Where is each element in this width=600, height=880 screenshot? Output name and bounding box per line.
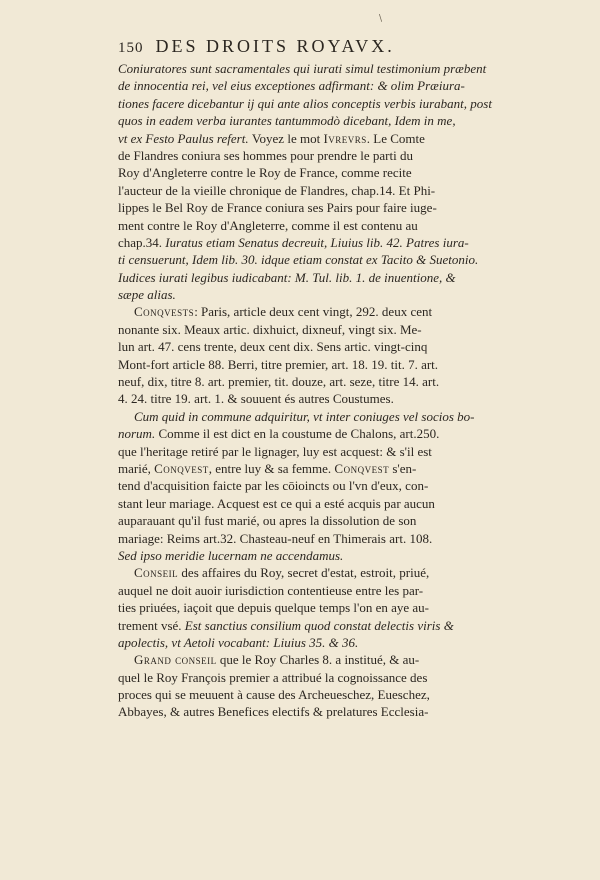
- running-head: DES DROITS ROYAVX.: [155, 36, 395, 56]
- text-run: : Paris, article deux cent vingt, 292. deux cent: [194, 304, 433, 320]
- text-line: mariage: Reims art.32. Chasteau-neuf en Thimerais art. 108.: [118, 530, 433, 546]
- latin-citation: vt ex Festo Paulus refert.: [118, 130, 252, 146]
- text-line: que l'heritage retiré par le lignager, luy est acquest: & s'il est: [118, 443, 432, 459]
- text-run: Comme il est dict en la coustume de Chalons, art.250.: [155, 426, 440, 442]
- text-run: s'en-: [389, 460, 417, 476]
- text-line: ties priuées, iaçoit que depuis quelque temps l'on en aye au-: [118, 600, 429, 616]
- text-run: des affaires du Roy, secret d'estat, estroit, priué,: [178, 565, 430, 581]
- text-line: lippes le Bel Roy de France coniura ses Pairs pour faire iuge-: [118, 200, 437, 216]
- headword: Conqvest: [334, 460, 390, 476]
- text-line: sæpe alias.: [118, 287, 176, 303]
- text-line: stant leur mariage. Acquest est ce qui a esté acquis par aucun: [118, 495, 435, 511]
- text-line: Mont-fort article 88. Berri, titre premier, art. 18. 19. tit. 7. art.: [118, 356, 439, 372]
- text-line: Iudices iurati legibus iudicabant: M. Tul. lib. 1. de inuentione, &: [118, 269, 456, 285]
- text-line: [118, 425, 521, 442]
- text-line: Coniuratores sunt sacramentales qui iurati simul testimonium præbent: [118, 61, 487, 76]
- text-run: trement vsé.: [118, 617, 185, 633]
- text-line: de innocentia rei, vel eius exceptiones adfirmant: & olim Præiura-: [118, 78, 465, 94]
- text-line: ment contre le Roy d'Angleterre, comme il est contenu au: [118, 217, 418, 233]
- text-line: lun art. 47. cens trente, deux cent dix. Sens artic. vingt-cinq: [118, 339, 428, 355]
- text-run: . Le Comte: [366, 130, 425, 146]
- text-line: auparauant qu'il fust marié, ou apres la dissolution de son: [118, 513, 417, 529]
- text-line: proces qui se meuuent à cause des Archeueschez, Eueschez,: [118, 687, 430, 703]
- text-run: chap.34.: [118, 234, 166, 250]
- latin-citation: norum.: [118, 426, 156, 442]
- text-line: auquel ne doit auoir iurisdiction contentieuse entre les par-: [118, 582, 424, 598]
- text-line: [118, 564, 521, 581]
- text-run: que le Roy Charles 8. a institué, & au-: [216, 652, 420, 668]
- headword: Ivrevrs: [323, 130, 367, 146]
- text-line: apolectis, vt Aetoli vocabant: Liuius 35. & 36.: [118, 634, 359, 650]
- text-line: quos in eadem verba iurantes tantummodò dicebant, Idem in me,: [118, 113, 456, 129]
- text-line: [118, 651, 521, 668]
- headword: Conseil: [134, 565, 179, 581]
- latin-citation: Est sanctius consilium quod constat delectis viris &: [184, 617, 454, 633]
- text-line: Sed ipso meridie lucernam ne accendamus.: [118, 547, 344, 563]
- text-line: l'aucteur de la vieille chronique de Flandres, chap.14. Et Phi-: [118, 182, 436, 198]
- text-line: quel le Roy François premier a attribué la cognoissance des: [118, 669, 428, 685]
- text-run: Voyez le mot: [251, 130, 324, 146]
- text-line: Roy d'Angleterre contre le Roy de France, comme recite: [118, 165, 412, 181]
- folio-number: 150: [118, 40, 144, 56]
- text-line: 4. 24. titre 19. art. 1. & souuent és autres Coustumes.: [118, 391, 394, 407]
- top-margin-mark: \: [379, 14, 383, 24]
- text-line: Abbayes, & autres Benefices electifs & prelatures Ecclesia-: [118, 704, 429, 720]
- latin-citation: Iuratus etiam Senatus decreuit, Liuius lib. 42. Patres iura-: [165, 234, 469, 250]
- text-run: marié,: [118, 460, 155, 476]
- text-line: tiones facere dicebantur ij qui ante alios conceptis verbis iurabant, post: [118, 95, 492, 111]
- page-header: [118, 36, 516, 57]
- text-line: [118, 130, 521, 147]
- text-line: nonante six. Meaux artic. dixhuict, dixneuf, vingt six. Me-: [118, 321, 422, 337]
- headword: Conqvest: [154, 460, 209, 476]
- text-line: [118, 303, 521, 320]
- headword: Grand conseil: [134, 652, 217, 668]
- text-line: [118, 234, 521, 251]
- text-line: [118, 617, 521, 634]
- text-line: tend d'acquisition faicte par les cōioincts ou l'vn d'eux, con-: [118, 478, 429, 494]
- text-line: Cum quid in commune adquiritur, vt inter coniuges vel socios bo-: [134, 408, 475, 424]
- text-line: neuf, dix, titre 8. art. premier, tit. douze, art. seze, titre 14. art.: [118, 374, 440, 390]
- headword: Conqvests: [134, 304, 195, 320]
- body-text: [118, 60, 521, 721]
- text-line: [118, 460, 521, 477]
- text-line: ti censuerunt, Idem lib. 30. idque etiam constat ex Tacito & Suetonio.: [118, 252, 479, 268]
- text-run: , entre luy & sa femme.: [208, 460, 335, 476]
- text-line: de Flandres coniura ses hommes pour prendre le parti du: [118, 147, 413, 163]
